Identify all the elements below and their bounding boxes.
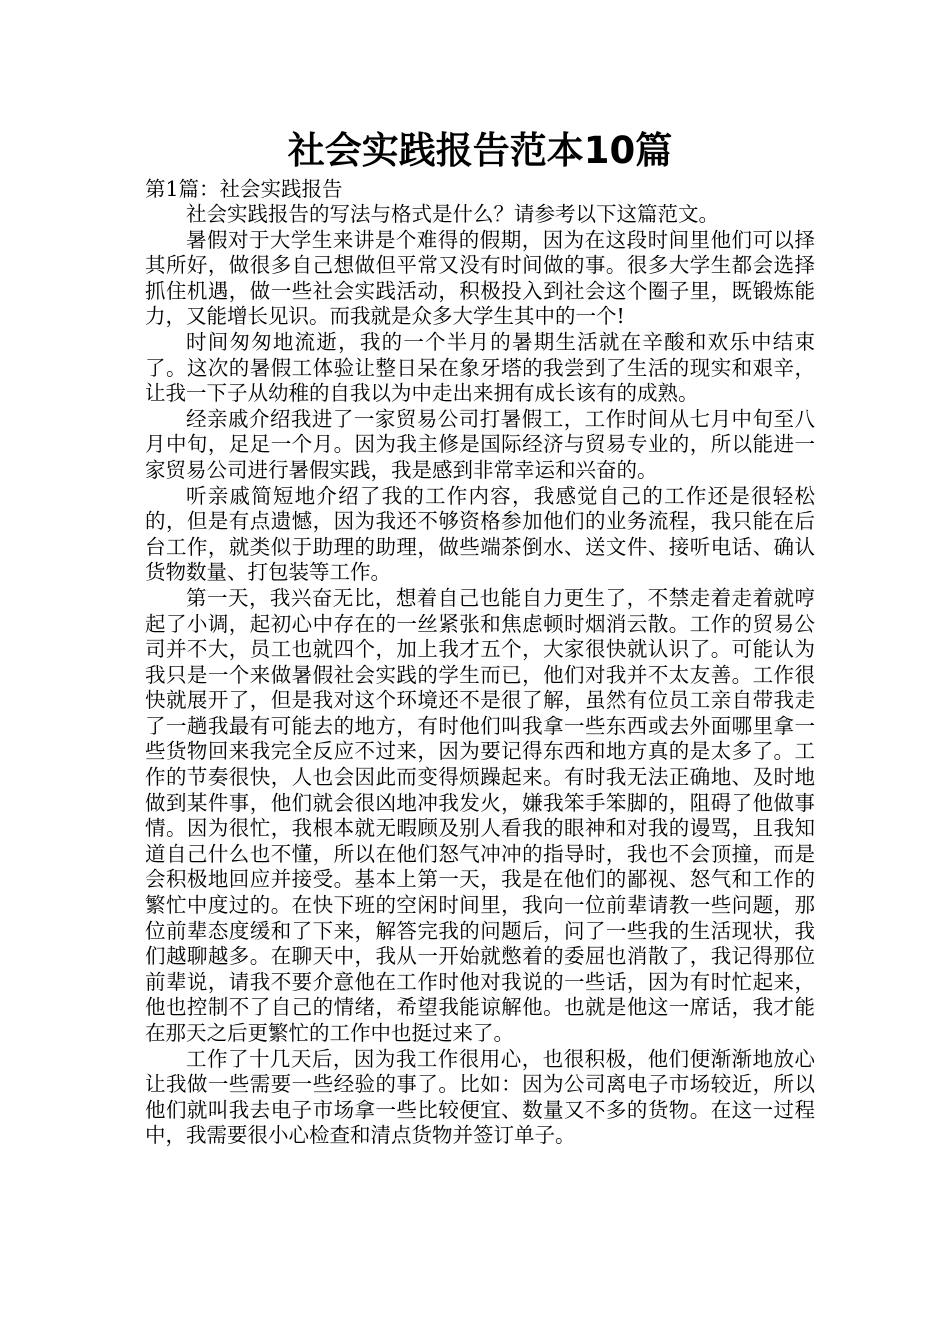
paragraph-2: 时间匆匆地流逝，我的一个半月的暑期生活就在辛酸和欢乐中结束了。这次的暑假工体验让整日呆在象牙塔的我尝到了生活的现实和艰辛，让我一下子从幼稚的自我以为中走出来拥有成长该有的成熟。 xyxy=(145,329,815,406)
document-page xyxy=(145,128,815,1149)
paragraph-5: 第一天，我兴奋无比，想着自己也能自力更生了，不禁走着走着就哼起了小调，起初心中存在的一丝紧张和焦虑顿时烟消云散。工作的贸易公司并不大，员工也就四个，加上我才五个，大家很快就认识了。可能认为我只是一个来做暑假社会实践的学生而已，他们对我并不太友善。工作很快就展开了，但是我对这个环境还不是很了解，虽然有位员工亲自带我走了一趟我最有可能去的地方，有时他们叫我拿一些东西或去外面哪里拿一些货物回来我完全反应不过来，因为要记得东西和地方真的是太多了。工作的节奏很快，人也会因此而变得烦躁起来。有时我无法正确地、及时地做到某件事，他们就会很凶地冲我发火，嫌我笨手笨脚的，阻碍了他做事情。因为很忙，我根本就无暇顾及别人看我的眼神和对我的谩骂，且我知道自己什么也不懂，所以在他们怒气冲冲的指导时，我也不会顶撞，而是会积极地回应并接受。基本上第一天，我是在他们的鄙视、怒气和工作的繁忙中度过的。在快下班的空闲时间里，我向一位前辈请教一些问题，那位前辈态度缓和了下来，解答完我的问题后，问了一些我的生活现状，我们越聊越多。在聊天中，我从一开始就憋着的委屈也消散了，我记得那位前辈说，请我不要介意他在工作时他对我说的一些话，因为有时忙起来，他也控制不了自己的情绪，希望我能谅解他。也就是他这一席话，我才能在那天之后更繁忙的工作中也挺过来了。 xyxy=(145,585,815,1045)
paragraph-intro: 社会实践报告的写法与格式是什么？请参考以下这篇范文。 xyxy=(186,202,719,226)
paragraph-1: 暑假对于大学生来讲是个难得的假期，因为在这段时间里他们可以择其所好，做很多自己想做但平常又没有时间做的事。很多大学生都会选择抓住机遇，做一些社会实践活动，积极投入到社会这个圈子里，既锻炼能力，又能增长见识。而我就是众多大学生其中的一个! xyxy=(145,227,815,329)
section-heading: 第1篇：社会实践报告 xyxy=(145,177,343,201)
paragraph-6: 工作了十几天后，因为我工作很用心，也很积极，他们便渐渐地放心让我做一些需要一些经验的事了。比如：因为公司离电子市场较近，所以他们就叫我去电子市场拿一些比较便宜、数量又不多的货物。在这一过程中，我需要很小心检查和清点货物并签订单子。 xyxy=(145,1046,815,1148)
paragraph-4: 听亲戚简短地介绍了我的工作内容，我感觉自己的工作还是很轻松的，但是有点遗憾，因为我还不够资格参加他们的业务流程，我只能在后台工作，就类似于助理的助理，做些端茶倒水、送文件、接听电话、确认货物数量、打包装等工作。 xyxy=(145,483,815,585)
document-title: 社会实践报告范本10篇 xyxy=(287,129,673,172)
paragraph-3: 经亲戚介绍我进了一家贸易公司打暑假工，工作时间从七月中旬至八月中旬，足足一个月。因为我主修是国际经济与贸易专业的，所以能进一家贸易公司进行暑假实践，我是感到非常幸运和兴奋的。 xyxy=(145,406,815,482)
